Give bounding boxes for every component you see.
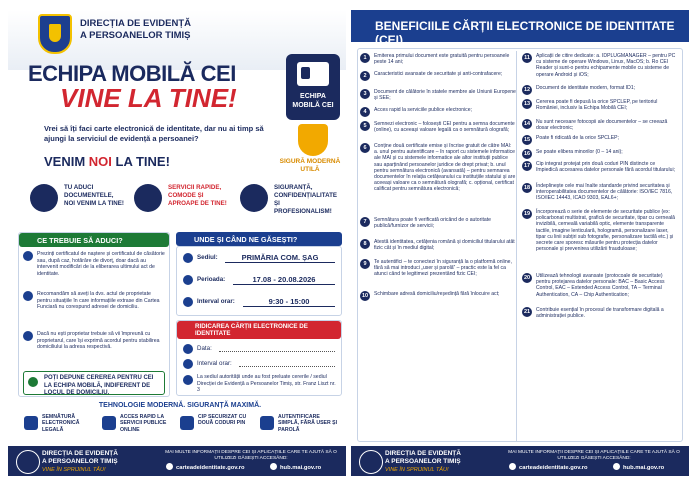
requirement-item [23,251,165,277]
benefit-number: 9 [360,259,370,269]
benefit-number: 18 [523,185,531,191]
benefit-number: 12 [523,87,531,93]
footer-info: MAI MULTE INFORMAȚII DESPRE CEI ȘI APLICAȚIILE CARE TE AJUTĂ SĂ O UTILIZEZI GĂSEȘTI ACCESÂND: [165,450,337,461]
benefit-text: Cererea poate fi depusă la orice SPCLEP, pe teritoriul României, inclusiv la Echipa Mobilă CEI; [536,99,658,112]
benefit-number: 6 [360,143,370,153]
benefit-number: 3 [360,89,370,99]
venim-part-a: VENIM [44,154,89,169]
interval-label: Interval orar: [197,298,235,305]
benefit-number: 5 [360,121,370,131]
benefit-text: Poate fi ridicată de la orice SPCLEP; [536,135,619,141]
benefit-text: Acces rapid la serviciile publice electronice; [374,107,472,113]
benefit-number: 4 [360,107,370,117]
pickup-note: La sediul autorității unde au fost preluate cererile / sediul Direcției de Evidență a Persoanelor Timiș, str. Franz Liszt nr. 3 [197,374,336,394]
technology-heading: TEHNOLOGIE MODERNĂ. SIGURANȚĂ MAXIMĂ. [98,402,262,409]
footer-motto: VINE ÎN SPRIJINUL TĂU! [42,467,106,473]
pickup-interval-label: Interval orar: [197,360,232,367]
requirement-text: Recomandăm să aveți la dvs. actul de proprietate pentru situațiile în care informațiile extrase din Cartea Funciară nu corespund adresei de domiciliu. [37,291,160,311]
benefit-item [523,209,678,253]
benefit-item [363,239,516,252]
benefit-text: Contribuie esențial în procesul de transformare digitală a administrației publice. [536,307,664,320]
feature-label: SIGURANȚĂ, CONFIDENȚIALITATE ȘI PROFESIONALISM! [274,184,338,215]
benefit-item [523,273,678,298]
benefit-text: Cip integrat protejat prin două coduri PIN distincte ce împiedică accesarea datelor personale fără acordul titularului; [536,161,676,174]
benefit-item [363,71,516,79]
footer-link-cei[interactable]: carteadeidentitate.gov.ro [166,463,245,471]
headline: ECHIPA MOBILĂ CEI [28,61,236,86]
house-icon [23,291,33,301]
requirement-item [23,291,165,311]
interval-value: 9:30 - 15:00 [243,297,335,307]
cursor-click-icon [102,416,116,430]
chip-icon [180,416,194,430]
directorate-line1: DIRECȚIA DE EVIDENȚĂ [80,18,192,29]
clock-icon [183,297,193,307]
directorate-logo-icon [16,450,40,474]
benefit-item [363,53,516,66]
benefit-text: Îndeplinește cele mai înalte standarde privind securitatea și interoperabilitatea documentelor de călătorie: ISO/IEC 7816, ISO/IEC 14443, ICAO 9303, EAL6+; [536,183,673,202]
document-icon [23,251,33,261]
pickup-heading: RIDICAREA CĂRȚII ELECTRONICE DE IDENTITATE [177,321,341,339]
where-heading: UNDE ȘI CÂND NE GĂSEȘTI? [176,232,342,246]
benefit-item [363,259,516,278]
benefit-number: 10 [361,293,369,299]
pickup-date-line [219,351,335,352]
feature-documents [30,180,130,236]
signature-icon [24,416,38,430]
benefit-item [523,149,678,157]
tech-label: SEMNĂTURĂ ELECTRONICĂ LEGALĂ [42,414,80,433]
secure-label: SIGURĂ MODERNĂ UTILĂ [279,158,341,173]
directorate-logo-icon [359,450,383,474]
tech-item [102,414,176,440]
sediu-value: PRIMĂRIA COM. ȘAG [225,253,335,263]
benefit-text: Atestă identitatea, cetățenia română și domiciliul titularului atât fizic cât și în mediul digital; [374,239,515,252]
benefit-text: Utilizează tehnologii avansate (protocoale de securitate) pentru protejarea datelor personale: BAC – Basic Access Control, EAC – Extended Access Control, TA – Terminal Authentication, CA – Chip Authentication; [536,273,665,298]
benefit-text: Aplicații de citire dedicate: a. IDPLUGMANAGER – pentru PC cu sisteme de operare Windows, Linux, MacOS; b. Ro CEI Reader și sunt-o pentru echipamente mobile cu sisteme de operare Android și iOS; [536,53,676,78]
headline-sub: VINE LA TINE! [60,83,237,113]
benefit-item [363,217,516,230]
benefit-number: 20 [523,275,531,281]
flyer-front [8,10,346,476]
laptop-clock-icon [134,184,162,212]
calendar-icon [183,344,193,354]
tech-label: ACCES RAPID LA SERVICII PUBLICE ONLINE [120,414,167,433]
footer-org-line2: A PERSOANELOR TIMIȘ [42,458,118,465]
schedule-panel [176,232,342,397]
footer-link-hub[interactable]: hub.mai.gov.ro [613,463,664,471]
feature-label: TU ADUCI DOCUMENTELE, NOI VENIM LA TINE! [64,184,124,207]
footer-link-cei[interactable]: carteadeidentitate.gov.ro [509,463,588,471]
benefit-text: Caracteristici avansate de securitate și anti-contrafacere; [374,71,503,77]
requirements-note: POȚI DEPUNE CEREREA PENTRU CEI LA ECHIPA MOBILĂ, INDIFERENT DE LOCUL DE DOMICILIU. [23,371,165,395]
tech-item [260,414,338,440]
benefit-item [523,99,678,112]
calendar-icon [183,275,193,285]
footer-org [42,450,118,466]
feature-label: SERVICII RAPIDE, COMODE ȘI APROAPE DE TINE! [168,184,227,207]
pickup-box [176,320,342,396]
person-documents-icon [30,184,58,212]
people-icon [23,331,33,341]
where-box [176,246,342,316]
benefit-item [363,143,516,193]
benefit-number: 1 [360,53,370,63]
benefit-number: 19 [523,211,531,217]
benefit-item [523,307,678,320]
requirements-panel [18,232,170,397]
benefit-item [523,85,678,93]
column-divider [516,51,517,441]
benefit-item [363,107,516,115]
technology-bar [20,402,340,444]
benefit-text: Te autentifici – te conectezi în siguranță la o platformă online, fără să mai introduci „user și parolă” – practic este la fel ca atunci când te legitimezi prezentând fizic CEI; [374,259,512,278]
mobile-team-badge [286,54,340,120]
footer-link-hub[interactable]: hub.mai.gov.ro [270,463,321,471]
benefit-item [361,291,516,299]
benefit-number: 13 [523,101,531,107]
benefit-text: Se poate elibera minorilor (0 – 14 ani); [536,149,623,155]
benefit-number: 21 [523,309,531,315]
perioada-label: Perioada: [197,276,226,283]
benefits-title: BENEFICIILE CĂRȚII ELECTRONICE DE IDENTITATE (CEI) [351,10,689,42]
badge-label: ECHIPA MOBILĂ CEI [292,93,334,109]
coat-of-arms-icon [38,14,72,54]
flyer-back [351,10,689,476]
footer-back [351,446,689,476]
benefit-text: Încorporează o serie de elemente de securitate publice (ex: policarbonat multistrat, grafică de securitate, tipar cu cerneală invizibilă, cerneală variabilă optic, elemente transparente tactile, imagine lenticulară, hologramă, personalizare laser, tipar cu linii subțiri sub fotografie, personalizare tactilă etc.) și secrete care sporesc măsurile pentru protecția datelor personale și prevenirea utilizării frauduloase; [536,209,676,253]
shield-check-icon [298,124,328,156]
requirement-text: Dacă nu ești proprietar trebuie să vii împreună cu proprietarul, care își exprimă acordul pentru stabilirea domiciliului la adresa respectivă. [37,331,160,351]
pickup-date-label: Data: [197,345,212,352]
footer-motto: VINE ÎN SPRIJINUL TĂU! [385,467,449,473]
feature-fast [134,180,234,236]
directorate-line2: A PERSOANELOR TIMIȘ [80,30,191,41]
benefit-text: Document de identitate modern, format ID1; [536,85,636,91]
venim-part-b: NOI [88,154,112,169]
benefit-number: 17 [523,163,531,169]
benefit-item [363,121,516,134]
venim-slogan [44,154,170,169]
benefit-text: Semnătura poate fi verificată oricând de o autoritate publică/furnizor de servicii; [374,217,491,230]
pickup-interval-line [239,366,335,367]
benefit-text: Semnezi electronic – folosești CEI pentru a semna documente (online), cu aceeași valoare legală ca o semnătură olografă; [374,121,515,134]
sediu-label: Sediul: [197,254,218,261]
footer-org-line1: DIRECȚIA DE EVIDENȚĂ [385,450,461,457]
clock-icon [183,359,193,369]
benefit-item [523,183,678,202]
footer-org [385,450,461,466]
benefit-number: 2 [360,71,370,81]
requirement-text: Prezinți certificatul de naștere și certificatul de căsătorie sau, după caz, hotărâre de divorț, doar dacă au intervenit modificări de la eliberarea ultimului act de identitate. [37,251,165,277]
footer-info: MAI MULTE INFORMAȚII DESPRE CEI ȘI APLICAȚIILE CARE TE AJUTĂ SĂ O UTILIZEZI GĂSEȘTI ACCESÂND: [508,450,680,461]
perioada-value: 17.08 - 20.08.2026 [233,275,335,285]
benefit-number: 11 [522,53,532,63]
benefit-number: 7 [360,217,370,227]
benefit-text: Nu sunt necesare fotocopii ale documentelor – se creează dosar electronic; [536,119,668,132]
benefit-text: Conține două certificate emise și încrise gratuit de către MAI: a. unul pentru autentificare – în raport cu sistemele informatice ale MAI și cu sistemele informatice ale altor instituții publice sau aparținând persoanelor juridice de drept privat; b. unul pentru semnătura electronică (avansată) – pentru semnarea documentelor în relația cetățeanului cu instituțiile statului și are aceeași valoare ca o semnătură olografă; c. opțional, certificat calificat pentru semnătura electronică; [374,143,516,193]
tech-label: AUTENTIFICARE SIMPLĂ, FĂRĂ USER ȘI PAROLĂ [278,414,338,433]
benefit-item [523,161,678,174]
requirement-item [23,331,165,351]
requirements-heading: CE TREBUIE SĂ ADUCI? [19,233,169,247]
id-card-icon [297,62,329,86]
benefit-text: Schimbare adresă domiciliu/reședință fără înlocuire act; [374,291,500,297]
venim-part-c: LA TINE! [111,154,170,169]
tech-label: CIP SECURIZAT CU DOUĂ CODURI PIN [198,414,247,427]
building-icon [183,253,193,263]
benefit-text: Document de călătorie în statele membre ale Uniunii Europene și SEE; [374,89,516,102]
benefit-item [523,135,678,143]
shield-icon [240,184,268,212]
benefits-list [357,48,683,442]
footer-org-line1: DIRECȚIA DE EVIDENȚĂ [42,450,118,457]
building-icon [183,375,193,385]
features-row [22,180,338,236]
feature-security [240,180,340,236]
benefit-text: Emiterea primului document este gratuită pentru persoanele peste 14 ani; [374,53,510,66]
benefit-number: 16 [523,151,531,157]
benefit-number: 14 [523,121,531,127]
tagline: Vrei să îți faci carte electronică de identitate, dar nu ai timp să ajungi la serviciul de evidență a persoanei? [44,124,264,143]
benefit-item [363,89,516,102]
directorate-title [80,18,191,42]
benefit-number: 15 [523,137,531,143]
footer-org-line2: A PERSOANELOR TIMIȘ [385,458,461,465]
benefit-number: 8 [360,239,370,249]
tech-item [180,414,254,440]
footer-front [8,446,346,476]
benefit-item [524,53,678,78]
benefit-item [523,119,678,132]
tech-item [24,414,98,440]
fingerprint-icon [260,416,274,430]
